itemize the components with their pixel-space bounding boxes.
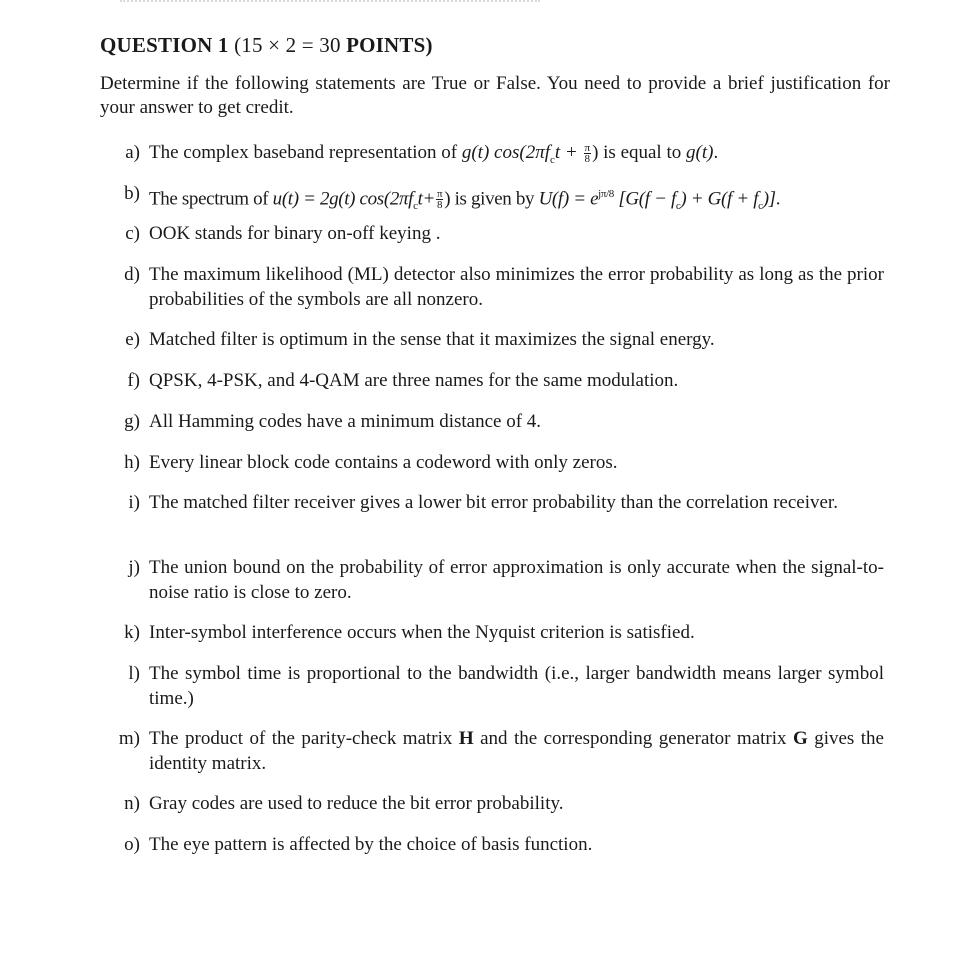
statement-text: All Hamming codes have a minimum distance of 4. [149, 411, 542, 432]
statement-label: e) [125, 329, 140, 350]
statement-text: Matched filter is optimum in the sense that it maximizes the signal energy. [149, 329, 715, 350]
statement-text: OOK stands for binary on-off keying . [149, 223, 441, 244]
fraction: $\frac{\pi}{8}$ [437, 188, 443, 212]
statement-text: The spectrum of u(t) = 2g(t) $\cos(2\pi f_ct+$ $\frac{\pi}{8}$ ) is given by $U(f) = e^{j\pi/8}$ $[G(f - f_c) + G(f + f_c)]$. [149, 188, 781, 213]
statement-text: The maximum likelihood (ML) detector also minimizes the error probability as long as the prior probabilities of the symbols are all nonzero. [149, 264, 884, 310]
statement-label: a) [125, 142, 140, 163]
statement-label: b) [124, 183, 140, 204]
math-expression: u(t) = 2g(t) cos(2πf [272, 188, 414, 210]
statement-text: Gray codes are used to reduce the bit error probability. [149, 793, 564, 814]
statement-label: i) [128, 492, 140, 513]
statement-text: The product of the parity-check matrix H and the corresponding generator matrix G gives the identity matrix. [149, 728, 884, 774]
statement-label: l) [128, 663, 140, 684]
statement-text: QPSK, 4-PSK, and 4-QAM are three names for the same modulation. [149, 370, 679, 391]
statement-text: Every linear block code contains a codeword with only zeros. [149, 452, 618, 473]
statement-label: n) [124, 793, 140, 814]
question-points [234, 33, 433, 57]
statement-text: The union bound on the probability of error approximation is only accurate when the signal-to-noise ratio is close to zero. [149, 557, 884, 603]
statement-text: The eye pattern is affected by the choice of basis function. [149, 834, 593, 855]
statement-label: k) [124, 622, 140, 643]
statement-label: d) [124, 264, 140, 285]
matrix-H: H [458, 728, 474, 749]
statement-label: j) [128, 557, 140, 578]
question-title [100, 33, 433, 58]
math-expression: g(t) cos(2πf [461, 142, 550, 163]
fraction: $\frac{\pi}{8}$ [584, 142, 591, 166]
points-expression: (15 × 2 = 30 [234, 33, 341, 57]
statement-text: Inter-symbol interference occurs when the Nyquist criterion is satisfied. [149, 622, 695, 643]
statement-label: c) [125, 223, 140, 244]
statement-label: g) [124, 411, 140, 432]
matrix-G: G [792, 728, 808, 749]
statement-label: m) [118, 728, 140, 749]
statement-text: The matched filter receiver gives a lower bit error probability than the correlation receiver. [149, 492, 838, 513]
question-title-text: QUESTION 1 [100, 33, 229, 57]
statement-text: The complex baseband representation of g(t) $\cos(2\pi f_ct$ + $\frac{\pi}{8}$ ) is equal to g(t). [149, 142, 719, 166]
statement-label: h) [124, 452, 140, 473]
statement-label: f) [127, 370, 140, 391]
cropped-previous-line [120, 0, 540, 6]
instructions-paragraph: Determine if the following statements are True or False. You need to provide a brief justification for your answer to get credit. [100, 73, 890, 118]
points-word: POINTS) [346, 33, 433, 57]
statement-text: The symbol time is proportional to the bandwidth (i.e., larger bandwidth means larger symbol time.) [149, 663, 884, 709]
statement-label: o) [124, 834, 140, 855]
